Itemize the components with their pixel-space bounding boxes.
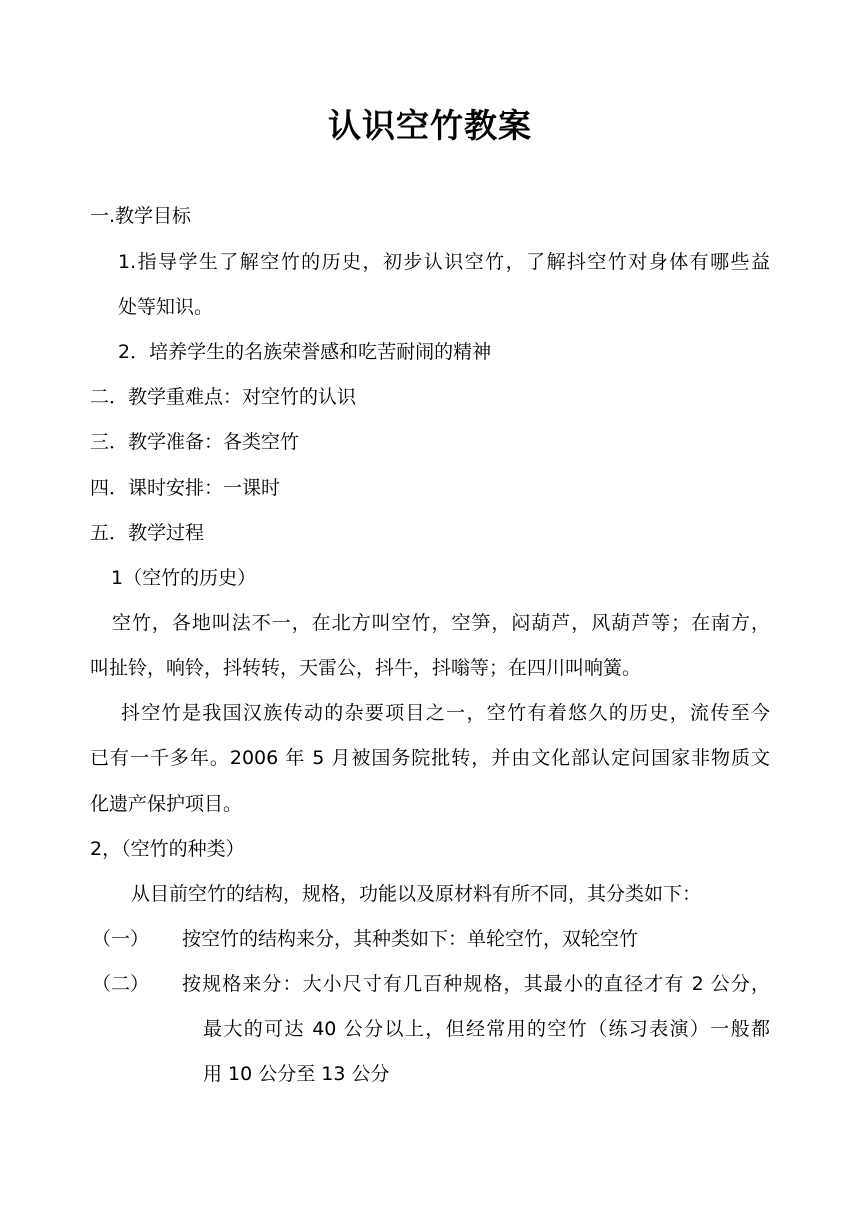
history-paragraph-1-line-1: 空竹，各地叫法不一，在北方叫空竹，空笋，闷葫芦，风葫芦等；在南方， xyxy=(112,612,770,634)
subheading-types: 2，（空竹的种类） xyxy=(90,838,245,860)
types-item-2-marker: （二） xyxy=(92,973,150,995)
objective-1-line-1: 1.指导学生了解空竹的历史，初步认识空竹，了解抖空竹对身体有哪些益 xyxy=(118,251,770,273)
types-intro: 从目前空竹的结构，规格，功能以及原材料有所不同，其分类如下： xyxy=(131,883,702,905)
document-title: 认识空竹教案 xyxy=(328,106,532,145)
types-item-1-text: 按空竹的结构来分，其种类如下：单轮空竹，双轮空竹 xyxy=(182,928,639,950)
subheading-history: 1（空竹的历史） xyxy=(111,567,257,589)
section-heading-process: 五．教学过程 xyxy=(90,522,205,544)
types-item-1-marker: （一） xyxy=(92,928,150,950)
section-heading-key-points: 二．教学重难点：对空竹的认识 xyxy=(90,386,357,408)
objective-1-line-2: 处等知识。 xyxy=(118,296,214,318)
history-paragraph-2-line-3: 化遗产保护项目。 xyxy=(90,793,243,815)
history-paragraph-1-line-2: 叫扯铃，响铃，抖转转，天雷公，抖牛，抖嗡等；在四川叫响簧。 xyxy=(90,657,642,679)
history-paragraph-2-line-2: 已有一千多年。2006 年 5 月被国务院批转，并由文化部认定问国家非物质文 xyxy=(90,747,770,769)
history-paragraph-2-line-1: 抖空竹是我国汉族传动的杂要项目之一，空竹有着悠久的历史，流传至今 xyxy=(121,702,770,724)
objective-2: 2．培养学生的名族荣誉感和吃苦耐闹的精神 xyxy=(118,341,492,363)
section-heading-schedule: 四．课时安排：一课时 xyxy=(90,477,281,499)
types-item-2-line-2: 最大的可达 40 公分以上，但经常用的空竹（练习表演）一般都 xyxy=(203,1018,770,1040)
types-item-2-line-3: 用 10 公分至 13 公分 xyxy=(203,1063,390,1085)
section-heading-preparation: 三．教学准备：各类空竹 xyxy=(90,431,300,453)
types-item-2-line-1: 按规格来分：大小尺寸有几百种规格，其最小的直径才有 2 公分， xyxy=(182,973,770,995)
section-heading-objectives: 一.教学目标 xyxy=(90,205,192,227)
